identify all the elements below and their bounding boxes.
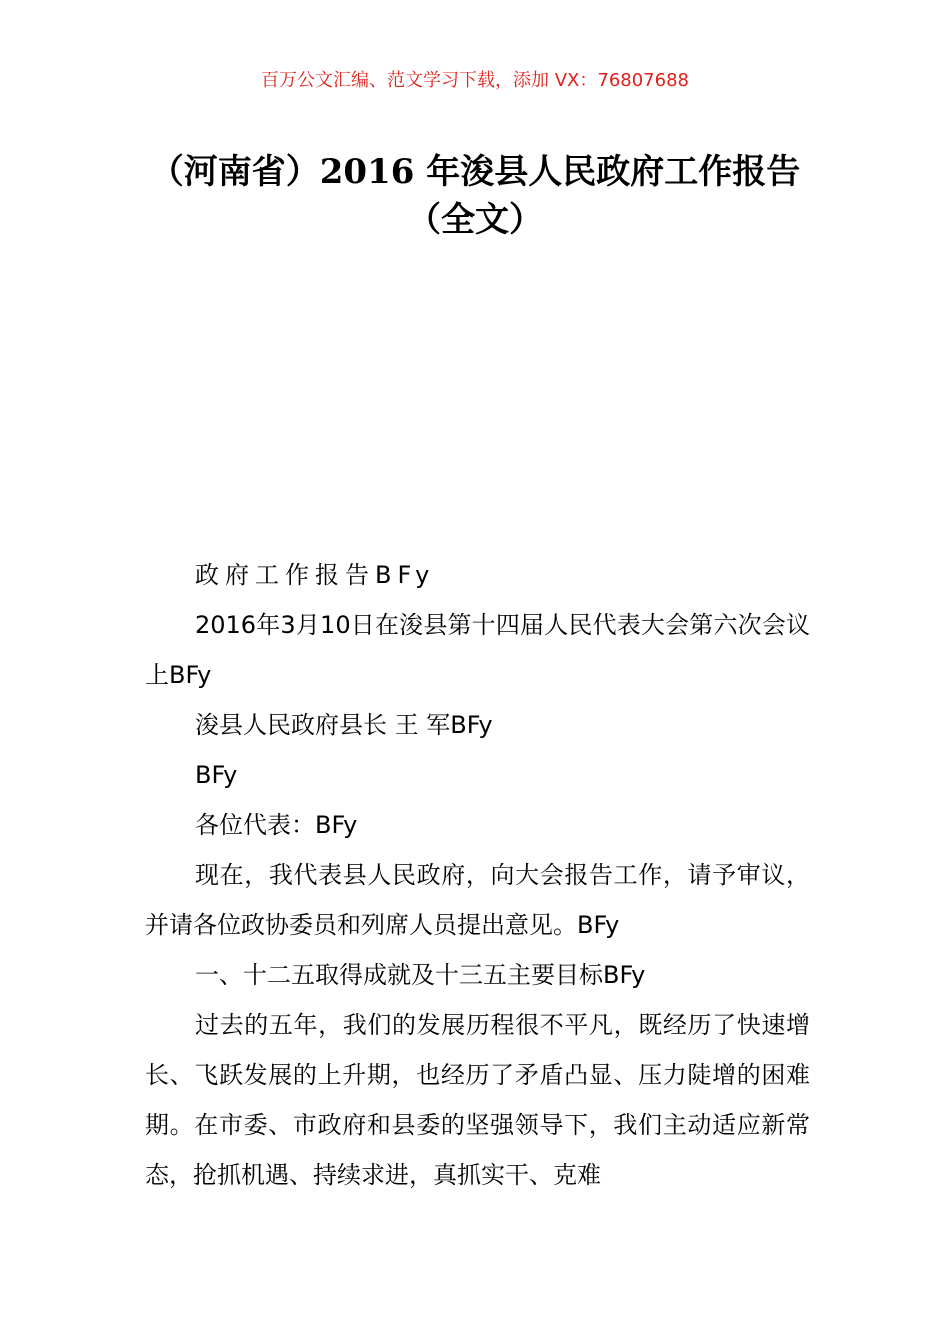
section-heading: 一、十二五取得成就及十三五主要目标BFy — [195, 961, 646, 989]
report-label: 政府工作报告BFy — [195, 561, 436, 589]
speaker-line: 浚县人民政府县长 王 军BFy — [195, 711, 493, 739]
meeting-info: 2016年3月10日在浚县第十四届人民代表大会第六次会议上BFy — [145, 611, 810, 689]
blank-marker: BFy — [195, 761, 238, 789]
watermark-header: 百万公文汇编、范文学习下载，添加 VX：76807688 — [261, 70, 689, 91]
intro-paragraph: 现在，我代表县人民政府，向大会报告工作，请予审议，并请各位政协委员和列席人员提出意见。BFy — [145, 861, 810, 939]
salutation: 各位代表：BFy — [195, 811, 358, 839]
body-paragraph: 过去的五年，我们的发展历程很不平凡，既经历了快速增长、飞跃发展的上升期，也经历了矛盾凸显、压力陡增的困难期。在市委、市政府和县委的坚强领导下，我们主动适应新常态，抢抓机遇、持续求进，真抓实干、克难 — [145, 1011, 810, 1189]
title-line-2: （全文） — [407, 200, 543, 240]
document-body — [145, 550, 810, 1200]
title-line-1: （河南省）2016 年浚县人民政府工作报告 — [149, 152, 801, 192]
document-title — [90, 148, 860, 244]
